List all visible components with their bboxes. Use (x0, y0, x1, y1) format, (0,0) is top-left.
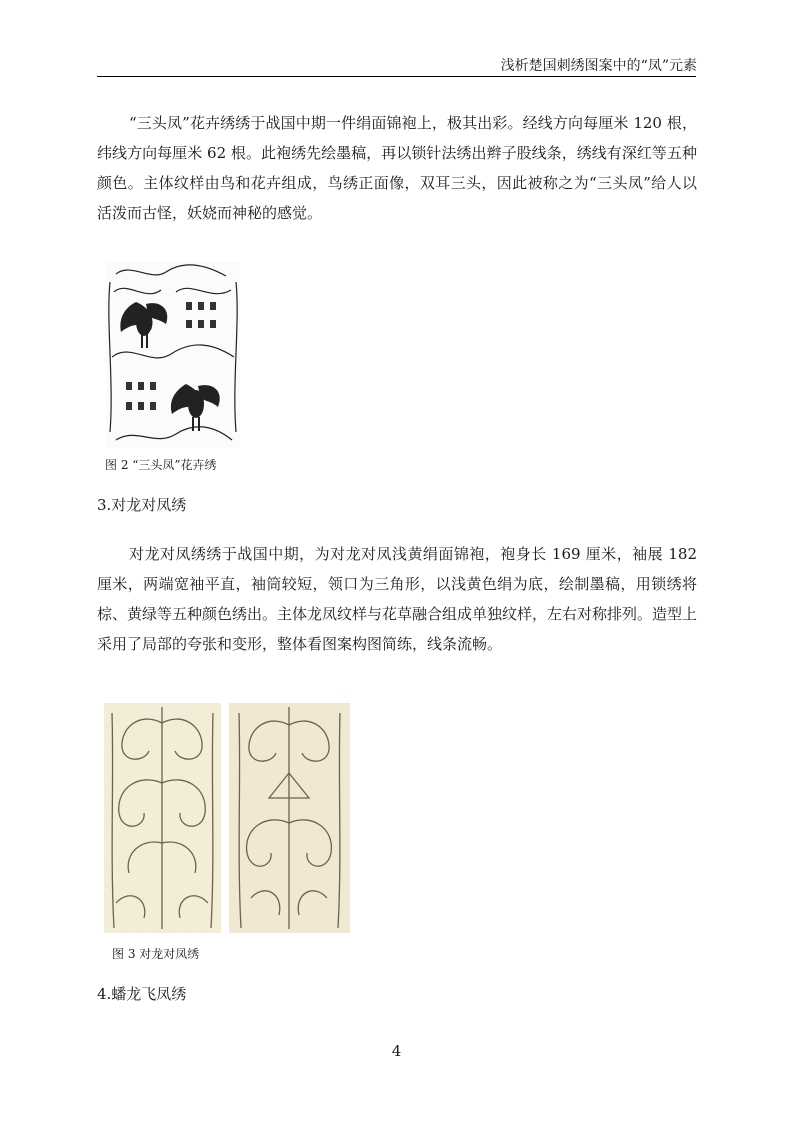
figure-3-left-image (104, 703, 221, 933)
running-header-title: 浅析楚国刺绣图案中的“凤”元素 (500, 58, 697, 74)
dragon-phoenix-pattern-right (229, 703, 350, 933)
figure-2-embroidery-image (106, 262, 240, 448)
section-heading-3: 3.对龙对凤绣 (97, 496, 187, 514)
figure-3-caption: 图 3 对龙对凤绣 (112, 947, 200, 961)
page-number: 4 (391, 1042, 402, 1060)
paragraph-dragon-phoenix: 对龙对凤绣绣于战国中期，为对龙对凤浅黄绢面锦袍，袍身长 169 厘米，袖展 182 厘米，两端宽袖平直，袖筒较短，领口为三角形，以浅黄色绢为底，绘制墨稿，用锁绣将棕、黄绿等五种颜色绣出。主体龙凤纹样与花草融合组成单独纹样，左右对称排列。造型上采用了局部的夸张和变形，整体看图案构图简练，线条流畅。 (97, 545, 698, 653)
header-rule (97, 76, 696, 77)
section-heading-4: 4.蟠龙飞凤绣 (97, 985, 187, 1003)
three-headed-phoenix-pattern (106, 262, 240, 448)
figure-3-right-image (229, 703, 350, 933)
paragraph-three-headed-phoenix: “三头凤”花卉绣绣于战国中期一件绢面锦袍上，极其出彩。经线方向每厘米 120 根，纬线方向每厘米 62 根。此袍绣先绘墨稿，再以锁针法绣出辫子股线条，绣线有深红等五种颜色。主体纹样由鸟和花卉组成，鸟绣正面像，双耳三头，因此被称之为“三头凤”给人以活泼而古怪，妖娆而神秘的感觉。 (97, 114, 697, 222)
figure-2-caption: 图 2 “三头凤”花卉绣 (105, 458, 217, 472)
dragon-phoenix-pattern-left (104, 703, 221, 933)
